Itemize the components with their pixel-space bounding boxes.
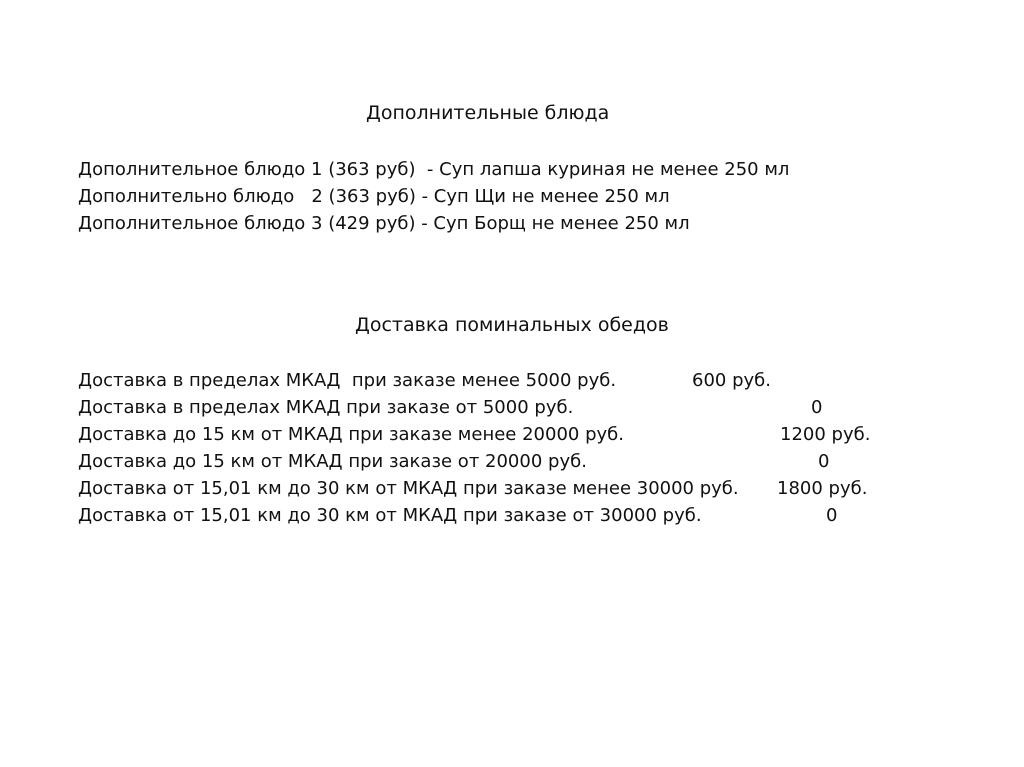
delivery-condition: Доставка в пределах МКАД при заказе от 5000 руб. [78, 397, 574, 418]
delivery-condition: Доставка до 15 км от МКАД при заказе от 20000 руб. [78, 451, 587, 472]
dishes-list [78, 156, 789, 237]
delivery-condition: Доставка в пределах МКАД при заказе менее 5000 руб. [78, 370, 617, 391]
delivery-row [78, 502, 958, 529]
delivery-price: 0 [811, 397, 823, 418]
delivery-row [78, 421, 958, 448]
delivery-condition: Доставка от 15,01 км до 30 км от МКАД при заказе менее 30000 руб. [78, 478, 739, 499]
delivery-heading: Доставка поминальных обедов [355, 314, 669, 336]
dishes-heading: Дополнительные блюда [366, 102, 610, 124]
delivery-row [78, 448, 958, 475]
delivery-price: 1200 руб. [780, 424, 871, 445]
dish-item: Дополнительно блюдо 2 (363 руб) - Суп Щи не менее 250 мл [78, 186, 670, 207]
dish-item: Дополнительное блюдо 1 (363 руб) - Суп лапша куриная не менее 250 мл [78, 159, 790, 180]
delivery-condition: Доставка до 15 км от МКАД при заказе менее 20000 руб. [78, 424, 624, 445]
delivery-price: 0 [826, 505, 838, 526]
delivery-row [78, 394, 958, 421]
delivery-condition: Доставка от 15,01 км до 30 км от МКАД при заказе от 30000 руб. [78, 505, 702, 526]
delivery-list [78, 367, 958, 529]
delivery-price: 0 [818, 451, 830, 472]
delivery-row [78, 367, 958, 394]
delivery-price: 1800 руб. [777, 478, 868, 499]
delivery-row [78, 475, 958, 502]
delivery-price: 600 руб. [692, 370, 771, 391]
dish-item: Дополнительное блюдо 3 (429 руб) - Суп Борщ не менее 250 мл [78, 213, 690, 234]
